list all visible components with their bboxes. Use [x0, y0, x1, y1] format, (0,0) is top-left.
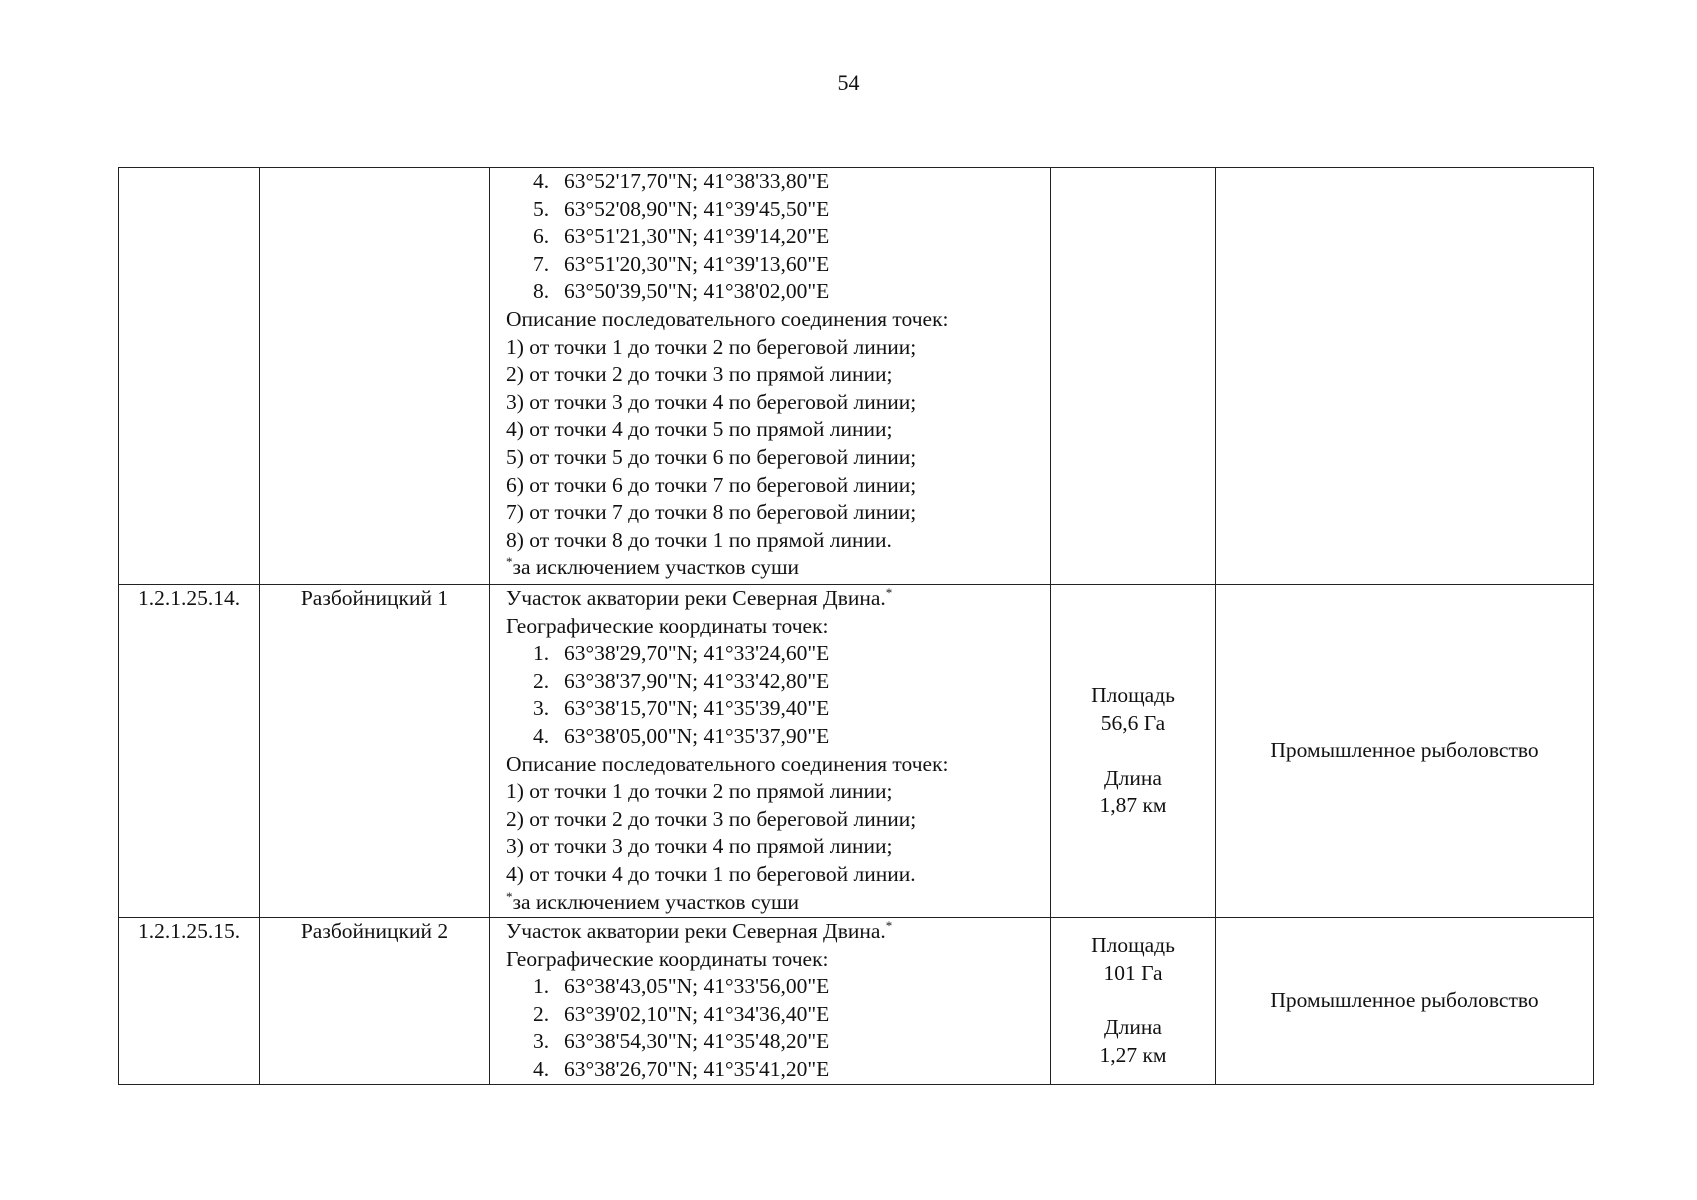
area-length-cell [1051, 168, 1216, 585]
site-description [490, 585, 1051, 918]
length-value: 1,27 км [1099, 1042, 1167, 1067]
coordinate-point: 3. 63°38'15,70"N; 41°35'39,40"E [533, 696, 830, 721]
area-label: Площадь [1091, 933, 1175, 958]
site-title: Участок акватории реки Северная Двина.* [506, 917, 893, 943]
connection-line: 6) от точки 6 до точки 7 по береговой линии; [506, 472, 917, 497]
row-number [119, 168, 260, 585]
connection-line: 1) от точки 1 до точки 2 по береговой линии; [506, 334, 917, 359]
coordinate-point: 1. 63°38'43,05"N; 41°33'56,00"E [533, 974, 830, 999]
connection-line: 3) от точки 3 до точки 4 по прямой линии; [506, 834, 893, 859]
coordinate-point: 6. 63°51'21,30"N; 41°39'14,20"E [533, 224, 830, 249]
coordinate-point: 4. 63°38'05,00"N; 41°35'37,90"E [533, 723, 830, 748]
table-row [119, 168, 1594, 585]
row-number: 1.2.1.25.15. [119, 918, 260, 1085]
area-value: 56,6 Га [1100, 710, 1166, 735]
connection-line: 7) от точки 7 до точки 8 по береговой линии; [506, 500, 917, 525]
site-description [490, 918, 1051, 1085]
coordinate-point: 8. 63°50'39,50"N; 41°38'02,00"E [533, 279, 830, 304]
site-title: Участок акватории реки Северная Двина.* [506, 584, 893, 610]
row-number: 1.2.1.25.14. [119, 585, 260, 918]
connection-label: Описание последовательного соединения точек: [506, 751, 949, 776]
zones-table [118, 167, 1594, 1085]
table-row [119, 585, 1594, 918]
length-label: Длина [1104, 765, 1162, 790]
site-description [490, 168, 1051, 585]
coordinate-point: 5. 63°52'08,90"N; 41°39'45,50"E [533, 196, 830, 221]
area-length-cell [1051, 918, 1216, 1085]
length-value: 1,87 км [1099, 793, 1167, 818]
area-length-cell [1051, 585, 1216, 918]
coordinate-point: 3. 63°38'54,30"N; 41°35'48,20"E [533, 1029, 830, 1054]
purpose-cell: Промышленное рыболовство [1216, 585, 1594, 918]
coords-label: Географические координаты точек: [506, 613, 829, 638]
coordinate-point: 2. 63°39'02,10"N; 41°34'36,40"E [533, 1001, 830, 1026]
coordinate-point: 4. 63°52'17,70"N; 41°38'33,80"E [533, 169, 830, 193]
site-name: Разбойницкий 2 [260, 918, 490, 1085]
area-label: Площадь [1091, 683, 1175, 708]
site-name: Разбойницкий 1 [260, 585, 490, 918]
coordinate-point: 2. 63°38'37,90"N; 41°33'42,80"E [533, 668, 830, 693]
coordinate-point: 1. 63°38'29,70"N; 41°33'24,60"E [533, 641, 830, 666]
connection-line: 2) от точки 2 до точки 3 по прямой линии; [506, 362, 893, 387]
coordinate-point: 4. 63°38'26,70"N; 41°35'41,20"E [533, 1056, 830, 1081]
purpose-cell [1216, 168, 1594, 585]
page-number: 54 [837, 70, 860, 95]
area-value: 101 Га [1103, 960, 1163, 985]
connection-line: 3) от точки 3 до точки 4 по береговой линии; [506, 389, 917, 414]
table-row [119, 918, 1594, 1085]
connection-label: Описание последовательного соединения точек: [506, 306, 949, 331]
connection-line: 8) от точки 8 до точки 1 по прямой линии. [506, 527, 892, 552]
connection-line: 4) от точки 4 до точки 5 по прямой линии; [506, 417, 893, 442]
connection-line: 1) от точки 1 до точки 2 по прямой линии; [506, 779, 893, 804]
site-name [260, 168, 490, 585]
connection-line: 5) от точки 5 до точки 6 по береговой линии; [506, 444, 917, 469]
footnote: *за исключением участков суши [506, 888, 800, 914]
purpose-cell: Промышленное рыболовство [1216, 918, 1594, 1085]
connection-line: 4) от точки 4 до точки 1 по береговой линии. [506, 861, 916, 886]
footnote: *за исключением участков суши [506, 554, 800, 580]
length-label: Длина [1104, 1015, 1162, 1040]
coords-label: Географические координаты точек: [506, 946, 829, 971]
connection-line: 2) от точки 2 до точки 3 по береговой линии; [506, 806, 917, 831]
coordinate-point: 7. 63°51'20,30"N; 41°39'13,60"E [533, 251, 830, 276]
